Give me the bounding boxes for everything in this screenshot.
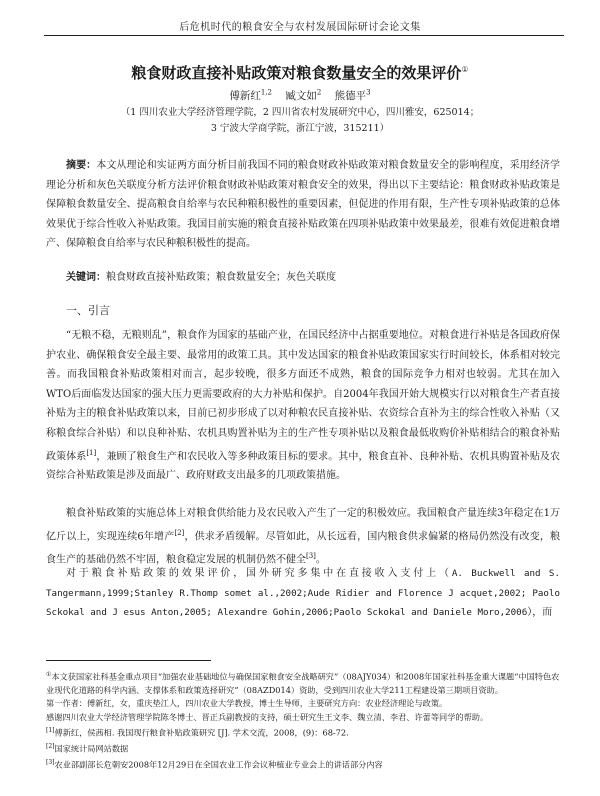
footnote <box>46 724 560 740</box>
author-list <box>0 88 600 103</box>
paragraph-text: ），而 <box>527 607 553 619</box>
keywords <box>66 268 336 283</box>
paragraph-text: 对于粮食补贴政策的效果评价，国外研究多集中在直接收入支付上（ <box>66 568 452 579</box>
citation-mark: [3] <box>306 551 316 560</box>
title-footnote-mark: ① <box>461 65 469 74</box>
footnote-mark: [3] <box>46 758 55 766</box>
footnote <box>46 740 560 756</box>
reference-list: A. Buckwell and S. Tangermann,1999;Stanley R.Thomp somet al.,2002;Aude Ridier and Florence J acquet,2002; Paolo Sckokal and J esus Anton,2005; Alexandre Gohin,2006;Paolo Sckokal and Daniele Moro,2006 <box>46 568 560 619</box>
footnote <box>46 697 560 710</box>
footnote-text: 傅新红，侯茜相. 我国现行粮食补贴政策研究 [J]. 学术交流，2008，(9)：68-72. <box>54 727 349 738</box>
footnote-mark: ① <box>46 671 52 678</box>
affiliation-line: （1 四川农业大学经济管理学院，2 四川省农村发展研究中心，四川雅安，625014； <box>120 107 480 118</box>
citation-mark: [1] <box>86 448 97 457</box>
abstract-label: 摘要： <box>66 160 97 171</box>
footnote-text: 感谢四川农业大学经济管理学院陈冬博士、晋正兵副教授的支持，硕士研究生王文李、魏立清、李君、许蕾等同学的帮助。 <box>46 711 489 722</box>
paragraph-text: ，兼顾了粮食生产和农民收入等多种政策目标的要求。其中，粮食直补、良种补贴、农机具购置补贴及农资综合补贴政策是涉及面最广、政府财政支出最多的几项政策措施。 <box>46 450 561 482</box>
footnote-text: 本文获国家社科基金重点项目“加强农业基础地位与确保国家粮食安全战略研究”（08AJY034）和2008年国家社科基金重大课题“中国特色农业现代化道路的科学内涵、支撑体系和政策选择研究”（08AZD014）资助，受到四川农业大学211工程建设第三期项目资助。 <box>46 671 560 696</box>
footnote-rule <box>46 660 211 661</box>
author-affiliation-mark: 3 <box>366 88 371 97</box>
body-paragraph <box>46 504 560 569</box>
body-paragraph <box>46 564 560 623</box>
paragraph-text: 。 <box>315 553 326 565</box>
author-affiliation-mark: 1,2 <box>260 88 272 97</box>
paragraph-text: “无粮不稳，无粮则乱”，粮食作为国家的基础产业，在国民经济中占据重要地位。对粮食进行补贴是各国政府保护农业、确保粮食安全最主要、最常用的政策工具。其中发达国家的粮食补贴政策国家实行时间较长，体系相对较完善。而我国粮食补贴政策相对而言，起步较晚，很多方面还不成熟，粮食的国际竞争力相对也较弱。尤其在加入WTO后面临发达国家的强大压力更需要政府的大力补贴和保护。自2004年我国开始大规模实行以对粮食生产者直接补贴为主的粮食补贴政策以来，目前已初步形成了以对种粮农民直接补贴、农资综合直补为主的综合性收入补贴（又称粮食综合补贴）和以良种补贴、农机具购置补贴为主的生产性专项补贴以及粮食最低收购价补贴相结合的粮食补贴政策体系 <box>46 330 560 462</box>
running-header: 后危机时代的粮食安全与农村发展国际研讨会论文集 <box>179 22 421 33</box>
footnote-text: 农业部副部长危朝安2008年12月29日在全国农业工作会议种植业专业会上的讲话部分内容 <box>54 759 383 770</box>
paragraph-text: ，供求矛盾缓解。尽管如此，从长远看，国内粮食供求偏紧的格局仍然没有改变，粮食生产的基础仍然不牢固，粮食稳定发展的机制仍然不健全 <box>46 530 560 565</box>
citation-mark: [2] <box>174 528 185 537</box>
author-affiliation-mark: 2 <box>316 88 322 97</box>
footnote <box>46 756 560 772</box>
author-name: 臧文如 <box>285 90 317 102</box>
body-paragraph <box>46 326 560 486</box>
footnote <box>46 668 560 697</box>
footnotes <box>46 668 560 772</box>
affiliation-line: 3 宁波大学商学院，浙江宁波，315211） <box>210 123 390 134</box>
abstract <box>46 156 560 254</box>
footnote-text: 国家统计局网站数据 <box>54 743 129 754</box>
keywords-label: 关键词： <box>66 272 106 283</box>
author-name: 傅新红 <box>229 90 261 102</box>
footnote-text: 第一作者：傅新红，女，重庆垫江人，四川农业大学教授，博士生导师，主要研究方向：农业经济理论与政策。 <box>46 698 448 709</box>
author-name: 熊德平 <box>334 90 367 102</box>
section-heading: 一、引言 <box>66 304 110 317</box>
paper-title <box>0 62 600 83</box>
header-rule <box>44 35 564 36</box>
footnote-mark: [2] <box>46 742 55 750</box>
paragraph-text: 粮食补贴政策的实施总体上对粮食供给能力及农民收入产生了一定的积极效应。我国粮食产量连续3年稳定在1万亿斤以上，实现连续6年增产 <box>46 508 560 542</box>
footnote-mark: [1] <box>46 726 55 734</box>
title-text: 粮食财政直接补贴政策对粮食数量安全的效果评价 <box>131 64 462 82</box>
keywords-text: 粮食财政直接补贴政策；粮食数量安全；灰色关联度 <box>106 272 336 283</box>
footnote <box>46 711 560 724</box>
abstract-text: 本文从理论和实证两方面分析目前我国不同的粮食财政补贴政策对粮食数量安全的影响程度，采用经济学理论分析和灰色关联度分析方法评价粮食财政补贴政策对粮食安全的效果，得出以下主要结论：粮食财政补贴政策是保障粮食数量安全、提高粮食自给率与农民种粮积极性的重要因素，但促进的作用有限，生产性专项补贴政策的总体效果优于综合性收入补贴政策。我国目前实施的粮食直接补贴政策在四项补贴政策中效果最差，很难有效促进粮食增产、保障粮食自给率与农民种粮积极性的提高。 <box>46 160 560 249</box>
